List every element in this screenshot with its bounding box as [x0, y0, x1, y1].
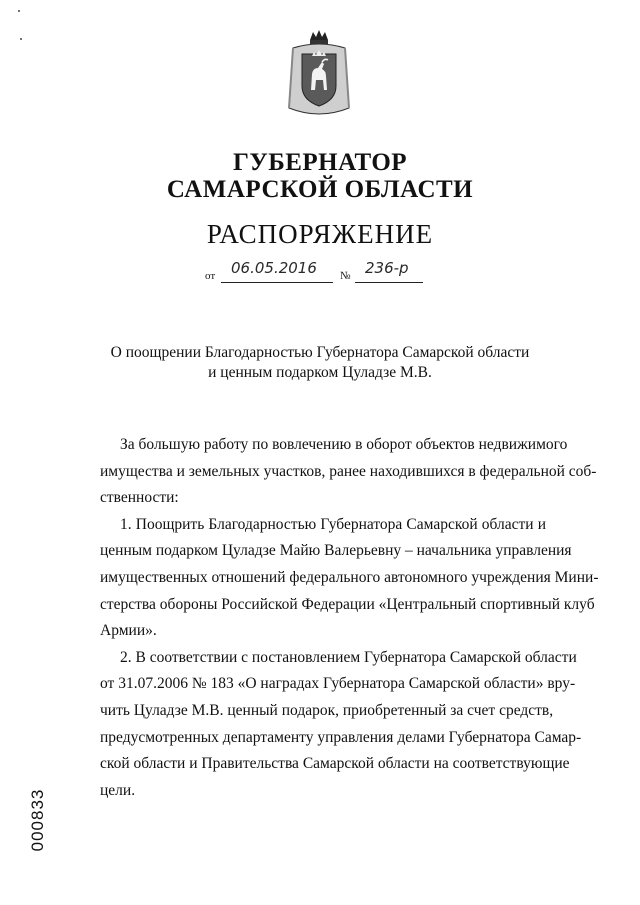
registration-stamp-number: [28, 780, 50, 860]
scan-speck: [20, 38, 22, 40]
date-number-line: [205, 259, 435, 285]
text-line: ценным подарком Цуладзе Майю Валерьевну – начальника управления: [100, 542, 572, 560]
document-subject: [60, 343, 580, 383]
date-label: от: [205, 270, 216, 282]
intro-paragraph: [100, 432, 597, 512]
text-line: Армии».: [100, 622, 157, 640]
text-line: имущества и земельных участков, ранее находившихся в федеральной соб-: [100, 462, 597, 480]
subject-line-1: О поощрении Благодарностью Губернатора Самарской области: [110, 344, 530, 361]
text-line: За большую работу по вовлечению в оборот объектов недвижимого: [120, 436, 568, 453]
text-line: стерства обороны Российской Федерации «Центральный спортивный клуб: [100, 595, 595, 613]
item-1-paragraph: [100, 512, 599, 645]
text-line: ской области и Правительства Самарской области на соответствующие: [100, 755, 570, 773]
subject-line-2: и ценным подарком Цуладзе М.В.: [208, 364, 432, 381]
text-line: 1. Поощрить Благодарностью Губернатора Самарской области и: [120, 515, 546, 533]
text-line: предусмотренных департаменту управления делами Губернатора Самар-: [100, 728, 582, 746]
date-underline: [221, 282, 333, 283]
text-line: ственности:: [100, 489, 179, 507]
text-line: цели.: [100, 781, 136, 799]
text-line: 2. В соответствии с постановлением Губернатора Самарской области: [120, 648, 577, 666]
document-body: [100, 432, 599, 804]
handwritten-date: 06.05.2016: [231, 259, 317, 277]
scan-speck: [18, 10, 20, 12]
document-type-title: РАСПОРЯЖЕНИЕ: [206, 219, 434, 249]
number-label: №: [340, 270, 351, 282]
text-line: имущественных отношений федерального автономного учреждения Мини-: [100, 568, 599, 586]
handwritten-number: 236-р: [365, 259, 409, 277]
text-line: от 31.07.2006 № 183 «О наградах Губернатора Самарской области» вру-: [100, 675, 576, 693]
item-2-paragraph: [100, 645, 582, 805]
samara-coat-of-arms-icon: [285, 28, 353, 118]
number-underline: [355, 282, 423, 283]
issuer-title-line-2: САМАРСКОЙ ОБЛАСТИ: [166, 176, 474, 203]
issuer-title-line-1: ГУБЕРНАТОР: [232, 149, 408, 176]
stamp-number-text: 000833: [28, 788, 47, 852]
text-line: чить Цуладзе М.В. ценный подарок, приобретенный за счет средств,: [100, 701, 554, 719]
